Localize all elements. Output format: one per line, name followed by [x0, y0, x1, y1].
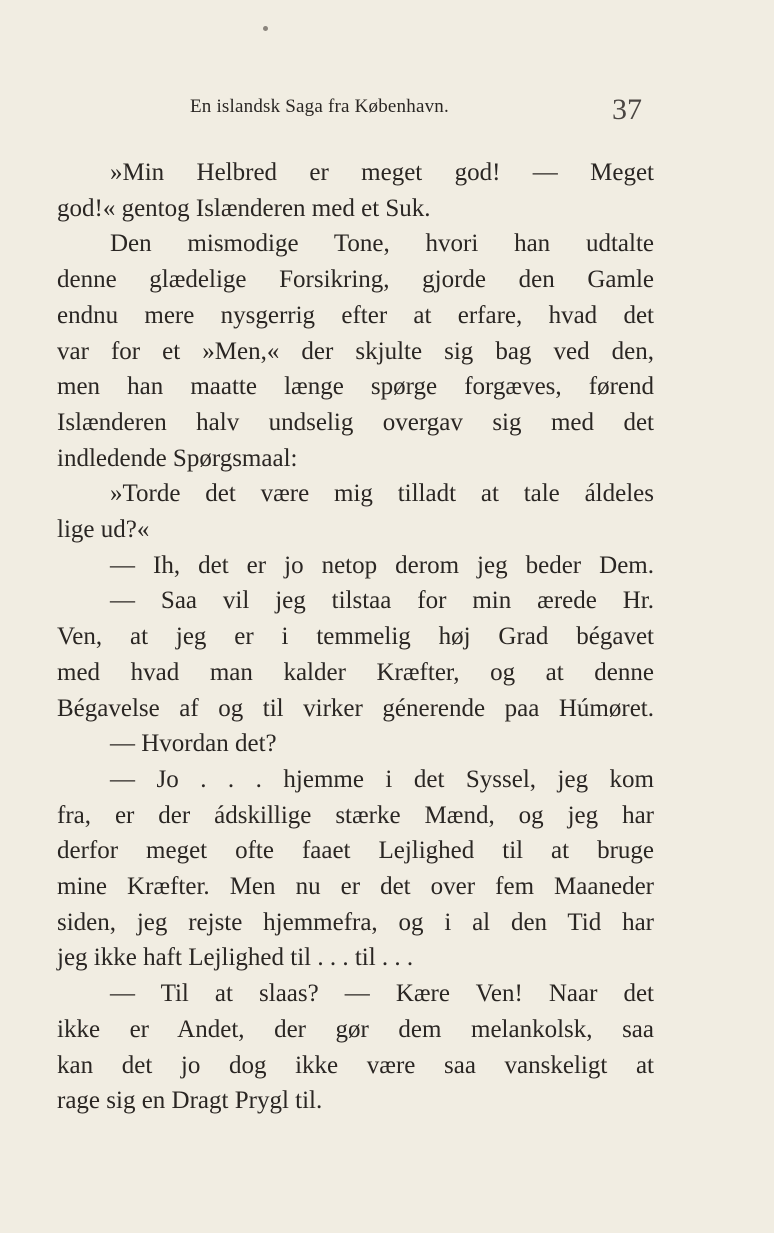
text-line: ikke er Andet, der gør dem melankolsk, saa — [57, 1015, 654, 1043]
text-line: med hvad man kalder Kræfter, og at denne — [57, 658, 654, 686]
text-line: siden, jeg rejste hjemmefra, og i al den Tid har — [57, 908, 654, 936]
text-line: derfor meget ofte faaet Lejlighed til at bruge — [57, 837, 654, 865]
text-line: denne glædelige Forsikring, gjorde den Gamle — [57, 266, 654, 294]
body-text — [57, 155, 654, 1119]
text-line: Ven, at jeg er i temmelig høj Grad bégavet — [57, 623, 654, 651]
text-line: Islænderen halv undselig overgav sig med det — [57, 408, 654, 436]
text-line: »Torde det være mig tilladt at tale áldeles — [110, 480, 654, 508]
page-number: 37 — [612, 93, 642, 126]
text-line: men han maatte længe spørge forgæves, førend — [57, 373, 654, 401]
text-line: god!« gentog Islænderen med et Suk. — [57, 194, 431, 222]
text-line: indledende Spørgsmaal: — [57, 444, 298, 472]
text-line: — Hvordan det? — [110, 730, 277, 758]
text-line: var for et »Men,« der skjulte sig bag ved den, — [57, 337, 654, 365]
ink-speck — [263, 26, 268, 31]
text-line: kan det jo dog ikke være saa vanskeligt at — [57, 1051, 654, 1079]
text-line: mine Kræfter. Men nu er det over fem Maaneder — [57, 873, 654, 901]
text-line: »Min Helbred er meget god! — Meget — [110, 159, 654, 186]
text-line: — Ih, det er jo netop derom jeg beder Dem. — [110, 551, 654, 579]
text-line: — Saa vil jeg tilstaa for min ærede Hr. — [110, 587, 654, 615]
text-line: Bégavelse af og til virker génerende paa Húmøret. — [57, 694, 654, 722]
text-line: jeg ikke haft Lejlighed til . . . til . . . — [57, 944, 414, 972]
text-line: — Til at slaas? — Kære Ven! Naar det — [110, 980, 654, 1008]
text-line: fra, er der ádskillige stærke Mænd, og jeg har — [57, 801, 654, 829]
text-line: — Jo . . . hjemme i det Syssel, jeg kom — [110, 765, 654, 793]
text-line: Den mismodige Tone, hvori han udtalte — [110, 230, 654, 258]
text-line: rage sig en Dragt Prygl til. — [57, 1087, 323, 1115]
text-line: lige ud?« — [57, 516, 150, 544]
running-header: En islandsk Saga fra København. — [190, 96, 449, 117]
text-line: endnu mere nysgerrig efter at erfare, hvad det — [57, 301, 654, 329]
